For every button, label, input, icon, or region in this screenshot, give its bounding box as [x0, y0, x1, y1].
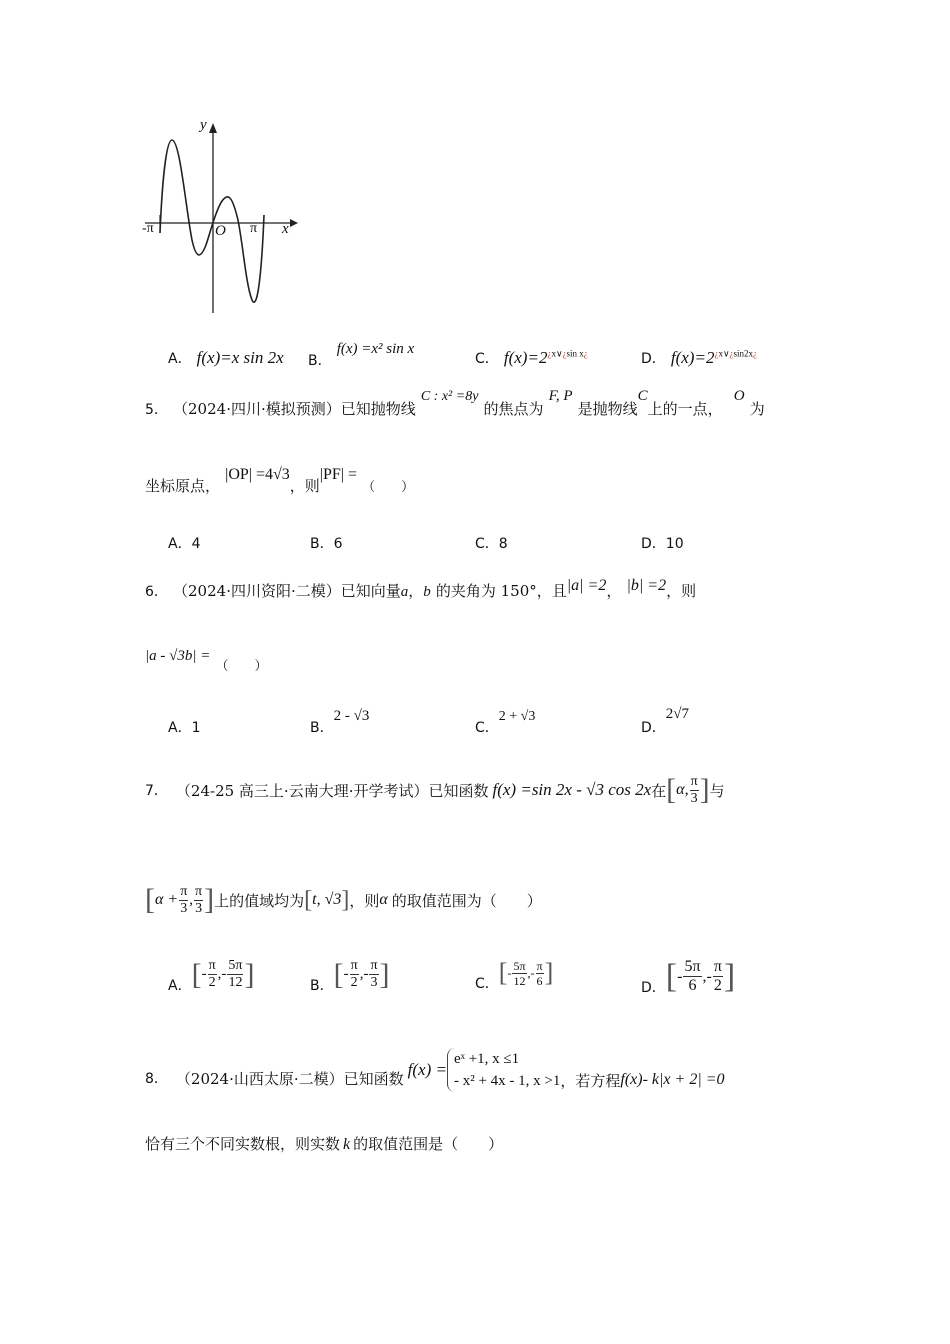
numerator: π — [690, 773, 698, 789]
interval-2: [ α + $\frac{\pi}{3}$ , $\frac{\pi}{3}$ ] — [145, 883, 215, 916]
numerator: π — [208, 958, 216, 973]
math-fp: F, P — [548, 388, 573, 404]
option-interval: [ - $\frac{5\pi}{12}$ ,- $\frac{\pi}{6}$ ] — [498, 958, 554, 988]
question-source: （2024·山西太原·二模） — [175, 1069, 344, 1088]
q4-option-b[interactable] — [308, 338, 415, 369]
denominator: 3 — [690, 790, 698, 806]
x-axis-label: x — [282, 221, 289, 237]
option-interval: [ - $\frac{5\pi}{6}$ ,- $\frac{\pi}{2}$ ] — [665, 957, 736, 995]
stem-text: ，则 — [289, 477, 320, 495]
stem-text: ， — [408, 582, 424, 600]
option-expr-base: f(x)=2 — [670, 348, 715, 367]
q6-option-a[interactable] — [168, 717, 201, 737]
numerator: π — [350, 958, 358, 973]
q6-option-d[interactable] — [641, 703, 690, 736]
denominator: 2 — [350, 975, 358, 990]
equation: f(x)- k|x + 2| =0 — [620, 1071, 725, 1088]
denominator: 6 — [688, 977, 697, 994]
stem-text: 已知抛物线 — [340, 400, 416, 418]
q6-option-b[interactable] — [310, 705, 370, 736]
math-c: C — [637, 388, 648, 404]
numerator: 5π — [228, 958, 243, 973]
fraction — [713, 958, 723, 995]
option-expr-exponent: ¿x∨¿sin x¿ — [547, 348, 588, 359]
question-number: 5． — [145, 402, 168, 418]
option-label: A． — [168, 536, 192, 552]
denominator: 2 — [208, 975, 216, 990]
option-interval: [ - $\frac{\pi}{2}$ ,- $\frac{5\pi}{12}$ ] — [191, 957, 255, 991]
denominator: 3 — [180, 900, 188, 916]
q8-stem-line2 — [145, 1133, 503, 1154]
option-value: 2 + √3 — [498, 709, 536, 724]
op-magnitude: |OP| =4√3 — [225, 466, 290, 483]
q6-option-c[interactable] — [475, 705, 536, 736]
q5-option-b[interactable] — [310, 533, 343, 553]
math-o: O — [733, 388, 745, 404]
range-value: t, √3 — [312, 891, 342, 908]
q6-stem-line2 — [145, 645, 268, 674]
q4-option-d[interactable] — [641, 348, 757, 368]
numerator: π — [180, 883, 188, 899]
piece-1: eˣ +1, x ≤1 — [453, 1051, 520, 1067]
question-number: 8． — [145, 1071, 168, 1087]
q7-stem-line2 — [145, 875, 542, 925]
q7-option-c[interactable] — [475, 958, 554, 992]
q7-stem-line1 — [145, 765, 725, 815]
answer-blank: （ ） — [362, 480, 415, 495]
stem-text: ， — [606, 582, 622, 600]
stem-text: 是抛物线 — [577, 400, 638, 418]
q5-option-d[interactable] — [641, 533, 684, 553]
q4-function-graph — [140, 115, 300, 320]
denominator: 12 — [513, 973, 526, 988]
q5-option-c[interactable] — [475, 533, 508, 553]
stem-text: ，则 — [666, 582, 697, 600]
fraction — [227, 958, 243, 991]
abs-b: |b| =2 — [626, 577, 667, 594]
q6-stem-line1 — [145, 577, 697, 601]
denominator: 2 — [713, 977, 722, 994]
fraction — [369, 958, 378, 991]
question-source: （24-25 高三上·云南大理·开学考试） — [175, 781, 429, 800]
fraction — [536, 959, 544, 988]
option-label: B． — [308, 353, 332, 369]
option-expr: f(x)=x sin 2x — [196, 348, 284, 367]
numerator: π — [536, 958, 543, 973]
denominator: 3 — [370, 975, 378, 990]
stem-text: 在 — [651, 781, 667, 800]
question-number: 7． — [145, 783, 168, 799]
option-value: 4 — [191, 536, 201, 552]
fraction — [512, 959, 526, 988]
stem-text: 的取值范围是（ ） — [353, 1135, 504, 1153]
stem-text: 的取值范围为（ ） — [391, 891, 542, 910]
numerator: 5π — [513, 958, 526, 973]
vector-expression: |a - √3b| = — [145, 648, 211, 664]
q8-stem-line1 — [145, 1045, 725, 1095]
option-label: C． — [475, 351, 499, 367]
stem-text: 为 — [749, 400, 765, 418]
y-axis-label: y — [200, 117, 207, 133]
fraction — [350, 958, 359, 991]
stem-text: 已知向量 — [340, 582, 401, 600]
q7-option-a[interactable] — [168, 957, 255, 994]
option-expr: f(x) =x² sin x — [336, 341, 415, 357]
option-label: B． — [310, 536, 334, 552]
stem-text: 已知函数 — [428, 781, 489, 800]
stem-text: 与 — [709, 781, 725, 800]
denominator: 12 — [228, 975, 243, 990]
vector-b: b — [423, 584, 431, 600]
q7-option-d[interactable] — [641, 958, 735, 995]
stem-text: 上的一点， — [647, 400, 723, 418]
option-value: 8 — [498, 536, 508, 552]
alpha-symbol: α — [379, 891, 388, 908]
numerator: π — [195, 883, 203, 899]
option-value: 2 - √3 — [333, 708, 370, 724]
piecewise-definition — [447, 1048, 560, 1092]
interval-1: [ α, $\frac{\pi}{3}$ ] — [666, 773, 710, 806]
pi-label: π — [250, 221, 258, 236]
question-source: （2024·四川·模拟预测） — [173, 400, 341, 418]
option-label: D． — [641, 720, 666, 736]
piece-2: - x² + 4x - 1, x >1 — [453, 1073, 561, 1089]
q4-option-c[interactable] — [475, 348, 588, 368]
sine-curve-graph-icon — [140, 115, 300, 320]
option-expr-base: f(x)=2 — [503, 348, 548, 367]
fraction — [683, 958, 701, 995]
q7-option-b[interactable] — [310, 957, 390, 994]
option-value: 10 — [665, 536, 684, 552]
fraction — [194, 884, 203, 917]
stem-text: 的夹角为 150°，且 — [435, 582, 567, 600]
vector-a: a — [400, 584, 409, 600]
fraction — [208, 958, 217, 991]
option-expr-exponent: ¿x∨¿sin2x¿ — [714, 348, 758, 359]
stem-text: ，则 — [349, 891, 380, 910]
q5-stem-line2 — [145, 466, 415, 496]
option-label: A． — [168, 351, 192, 367]
function-name: f(x) = — [407, 1060, 447, 1079]
option-label: D． — [641, 979, 666, 996]
fraction — [179, 884, 188, 917]
q4-option-a[interactable] — [168, 348, 284, 368]
option-label: C． — [475, 720, 499, 736]
option-label: A． — [168, 977, 192, 994]
option-label: B． — [310, 977, 334, 994]
interval-left: α, — [676, 781, 689, 798]
q5-option-a[interactable] — [168, 533, 201, 553]
option-label: D． — [641, 351, 666, 367]
range-interval: [ t, √3 ] — [304, 887, 350, 913]
function-definition: f(x) =sin 2x - √3 cos 2x — [492, 780, 652, 799]
pf-magnitude: |PF| = — [319, 466, 358, 483]
option-value: 2√7 — [665, 706, 690, 722]
option-label: B． — [310, 720, 334, 736]
abs-a: |a| =2 — [566, 577, 607, 594]
q5-stem-line1 — [145, 388, 765, 438]
stem-text: 上的值域均为 — [214, 891, 305, 910]
question-source: （2024·四川资阳·二模） — [173, 582, 341, 600]
option-label: A． — [168, 720, 192, 736]
stem-text: 恰有三个不同实数根，则实数 — [145, 1135, 341, 1153]
option-value: 6 — [333, 536, 343, 552]
stem-text: ，若方程 — [560, 1071, 621, 1090]
stem-text: 坐标原点， — [145, 477, 221, 495]
origin-label: O — [215, 223, 226, 239]
fraction — [690, 774, 699, 807]
alpha-plus: α + — [155, 891, 179, 908]
denominator: 6 — [536, 973, 543, 988]
question-number: 6． — [145, 584, 168, 600]
answer-blank: （ ） — [215, 659, 268, 674]
option-label: C． — [475, 976, 499, 992]
numerator: 5π — [684, 958, 701, 975]
option-label: C． — [475, 536, 499, 552]
option-interval: [ - $\frac{\pi}{2}$ ,- $\frac{\pi}{3}$ ] — [333, 957, 390, 991]
option-value: 1 — [191, 720, 201, 736]
stem-text: 已知函数 — [343, 1069, 404, 1088]
numerator: π — [370, 958, 378, 973]
denominator: 3 — [195, 900, 203, 916]
numerator: π — [713, 958, 722, 975]
k-symbol: k — [343, 1136, 351, 1153]
parabola-equation: C : x² =8y — [420, 389, 479, 404]
neg-pi-label: -π — [142, 221, 154, 236]
stem-text: 的焦点为 — [483, 400, 544, 418]
option-label: D． — [641, 536, 666, 552]
